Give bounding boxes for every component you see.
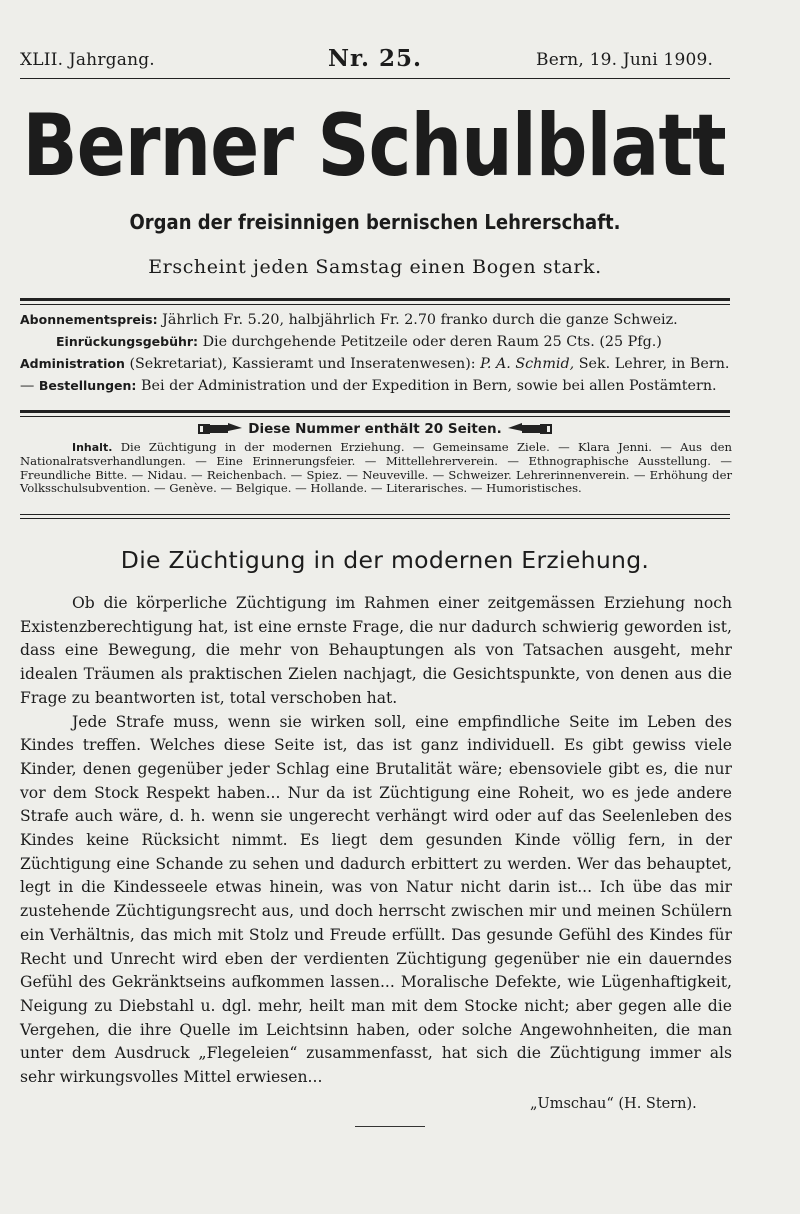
issue-note: Diese Nummer enthält 20 Seiten. <box>248 421 502 437</box>
double-rule-mid <box>20 410 730 413</box>
masthead-title: Berner Schulblatt <box>22 96 726 196</box>
admin-name: P. A. Schmid, <box>480 356 575 372</box>
ads-text: Die durchgehende Petitzeile oder deren Raum 25 Cts. (25 Pfg.) <box>202 334 662 350</box>
subscription-info <box>20 309 732 397</box>
header-rule <box>20 78 730 79</box>
ads-label: Einrückungsgebühr: <box>56 334 199 349</box>
end-rule <box>355 1126 425 1127</box>
double-rule-bottom-2 <box>20 518 730 519</box>
article-source: „Umschau“ (H. Stern). <box>530 1096 697 1112</box>
issue-number: Nr. 25. <box>328 45 423 72</box>
double-rule-bottom <box>20 514 730 515</box>
contents-label: Inhalt. <box>72 441 113 454</box>
article-body <box>20 592 732 1090</box>
article-paragraph: Ob die körperliche Züchtigung im Rahmen einer zeitgemässen Erziehung noch Existenzberechtigung hat, ist eine ernste Frage, die nur dadurch schwierig geworden ist, dass eine Bewegung, die mehr von Behauptungen als von Tatsachen ausgeht, mehr idealen Träumen als praktischen Zielen nachjagt, die Gesichtspunkte, von denen aus die Frage zu beantworten ist, total verschoben hat. <box>20 594 732 707</box>
issue-date: Bern, 19. Juni 1909. <box>536 50 714 70</box>
orders-text: Bei der Administration und der Expedition in Bern, sowie bei allen Postämtern. <box>140 378 717 394</box>
price-text: Jährlich Fr. 5.20, halbjährlich Fr. 2.70 franko durch die ganze Schweiz. <box>162 312 678 328</box>
double-rule-mid-thin <box>20 416 730 417</box>
double-rule-top <box>20 298 730 301</box>
article-title: Die Züchtigung in der modernen Erziehung. <box>120 546 650 574</box>
price-label: Abonnementspreis: <box>20 312 158 327</box>
table-of-contents <box>20 441 732 496</box>
admin-text-2: Sek. Lehrer, in Bern. — <box>20 356 730 394</box>
article-paragraph: Jede Strafe muss, wenn sie wirken soll, eine empfindliche Seite im Leben des Kindes treffen. Welches diese Seite ist, das ist ganz individuell. Es gibt gewiss viele Kinder, denen gegenüber jeder Schlag eine Brutalität wäre; ebensoviele gibt es, die nur vor dem Stock Respekt haben... Nur da ist Züchtigung eine Roheit, wo es jede andere Strafe auch wäre, d. h. wenn sie ungerecht verhängt wird oder auf das Seelenleben des Kindes keine Rücksicht nimmt. Es liegt dem gesunden Kinde völlig fern, in der Züchtigung eine Schande zu sehen und dadurch erbittert zu werden. Wer das behauptet, legt in die Kindesseele etwas hinein, was von Natur nicht darin ist... Ich übe das mir zustehende Züchtigungsrecht aus, und doch herrscht zwischen mir und meinen Schülern ein Verhältnis, das mich mit Stolz und Freude erfüllt. Das gesunde Gefühl des Kindes für Recht und Unrecht wird eben der verdienten Züchtigung gegenüber nie ein dauerndes Gefühl des Gekränktseins aufkommen lassen... Moralische Defekte, wie Lügenhaftigkeit, Neigung zu Diebstahl u. dgl. mehr, heilt man mit dem Stocke nicht; aber gegen alle die Vergehen, die ihre Quelle im Leichtsinn haben, oder solche Angewohnheiten, die man unter dem Ausdruck „Flegeleien“ zusammenfasst, hat sich die Züchtigung immer als sehr wirkungsvolles Mittel erwiesen... <box>20 712 732 1087</box>
double-rule-top-thin <box>20 304 730 305</box>
issue-banner <box>20 421 730 437</box>
volume-label: XLII. Jahrgang. <box>20 50 155 70</box>
ads-line <box>20 331 732 353</box>
admin-text: (Sekretariat), Kassieramt und Inseratenwesen): <box>129 356 476 372</box>
pointing-hand-right-icon <box>198 422 244 436</box>
price-line <box>20 309 732 331</box>
admin-line <box>20 353 732 397</box>
pointing-hand-left-icon <box>506 422 552 436</box>
orders-label: Bestellungen: <box>38 378 137 393</box>
masthead-subtitle: Organ der freisinnigen bernischen Lehrerschaft. <box>129 210 621 234</box>
admin-label: Administration <box>20 356 125 371</box>
contents-text: Die Züchtigung in der modernen Erziehung. — Gemeinsame Ziele. — Klara Jenni. — Aus den Nationalratsverhandlungen. — Eine Erinnerungsfeier. — Mittellehrerverein. — Ethnographische Ausstellung. — Freundliche Bitte. — Nidau. — Reichenbach. — Spiez. — Neuveville. — Schweizer. Lehrerinnenverein. — Erhöhung der Volksschulsubvention. — Genève. — Belgique. — Hollande. — Literarisches. — Humoristisches. <box>20 440 732 496</box>
publication-frequency: Erscheint jeden Samstag einen Bogen stark. <box>148 256 602 278</box>
